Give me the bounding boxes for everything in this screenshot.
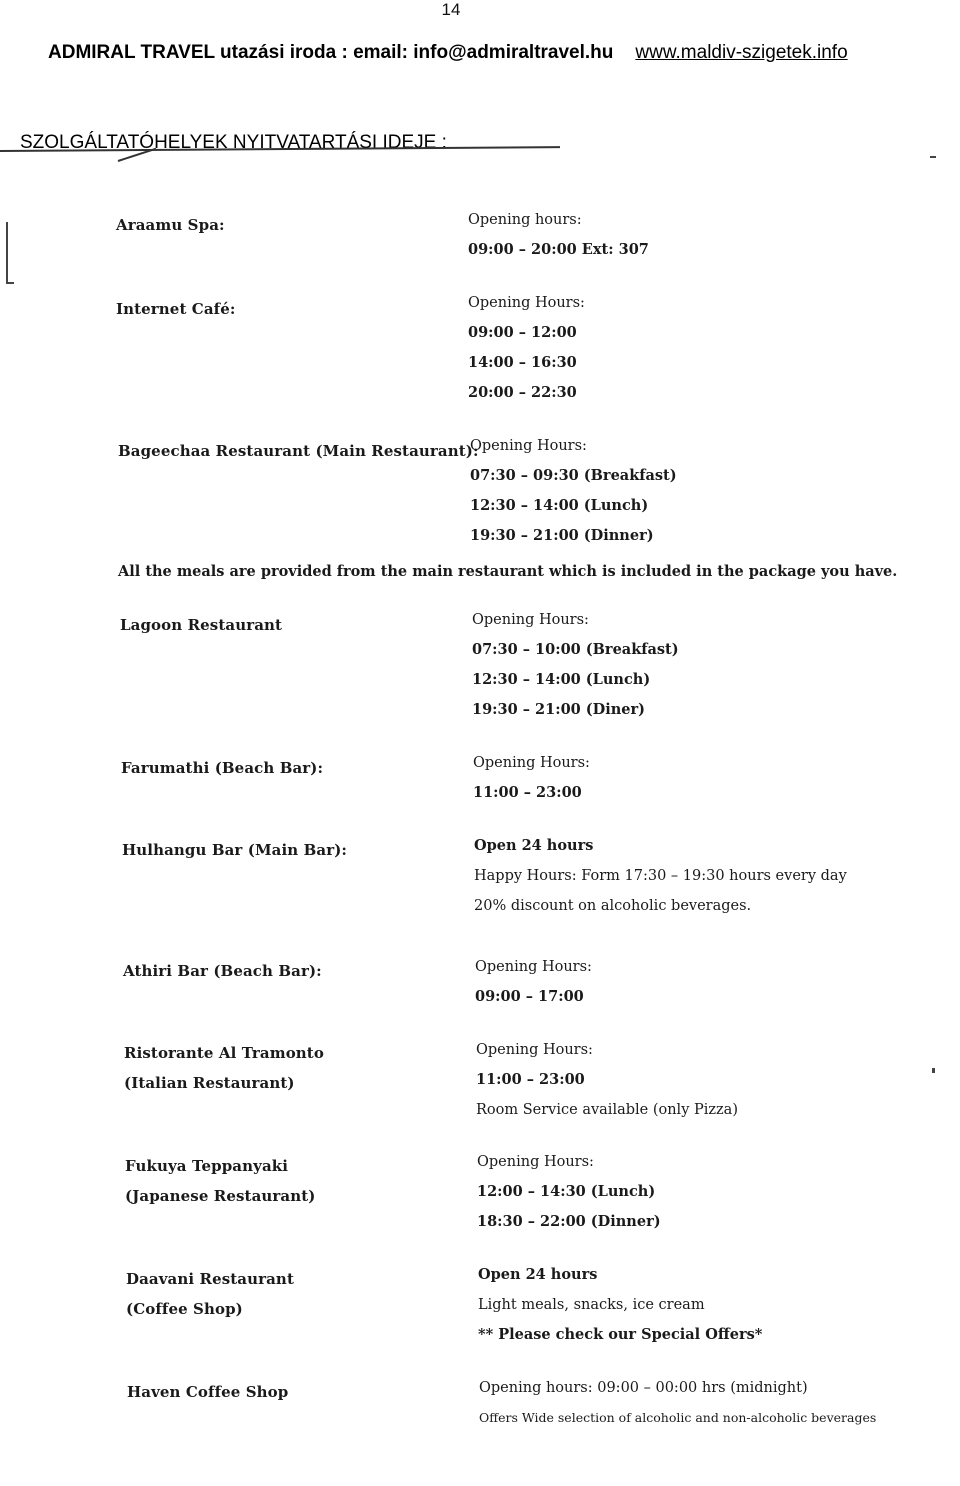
venue-hours: Opening Hours: 09:00 – 17:00	[475, 959, 592, 1005]
venue-name: Daavani Restaurant (Coffee Shop)	[126, 1270, 294, 1318]
page-header	[48, 42, 848, 64]
venue-name: Farumathi (Beach Bar):	[121, 759, 324, 777]
venue-name: Lagoon Restaurant	[120, 616, 283, 634]
venue-hours: Opening Hours: 09:00 – 12:00 14:00 – 16:30 20:00 – 22:30	[468, 295, 585, 401]
venue-hours: Opening hours: 09:00 – 20:00 Ext: 307	[468, 212, 649, 258]
venue-hours: Opening hours: 09:00 – 00:00 hrs (midnight) Offers Wide selection of alcoholic and non-alcoholic beverages	[479, 1380, 877, 1425]
website-link[interactable]: www.maldiv-szigetek.info	[635, 42, 848, 63]
venue-hours: Opening Hours: 12:00 – 14:30 (Lunch) 18:30 – 22:00 (Dinner)	[477, 1154, 661, 1230]
section-title: SZOLGÁLTATÓHELYEK NYITVATARTÁSI IDEJE :	[20, 132, 447, 153]
meals-note: All the meals are provided from the main restaurant which is included in the package you have.	[118, 563, 898, 580]
venue-name: Araamu Spa:	[116, 216, 225, 234]
opening-hours-scan	[0, 190, 960, 1480]
venue-name: Internet Café:	[116, 300, 236, 318]
venue-hours: Opening Hours: 11:00 – 23:00 Room Service available (only Pizza)	[476, 1042, 738, 1118]
venue-hours: Opening Hours: 07:30 – 09:30 (Breakfast) 12:30 – 14:00 (Lunch) 19:30 – 21:00 (Dinner)	[470, 438, 677, 544]
venue-name: Fukuya Teppanyaki (Japanese Restaurant)	[125, 1157, 316, 1205]
venue-name: Haven Coffee Shop	[127, 1383, 289, 1401]
venue-hours: Opening Hours: 11:00 – 23:00	[473, 755, 590, 801]
venue-hours: Opening Hours: 07:30 – 10:00 (Breakfast) 12:30 – 14:00 (Lunch) 19:30 – 21:00 (Diner)	[472, 612, 679, 718]
venue-name: Athiri Bar (Beach Bar):	[123, 962, 322, 980]
venue-name: Hulhangu Bar (Main Bar):	[122, 841, 348, 859]
venue-hours: Open 24 hours Light meals, snacks, ice cream ** Please check our Special Offers*	[478, 1266, 763, 1343]
venue-name: Ristorante Al Tramonto (Italian Restaurant)	[124, 1044, 324, 1092]
venue-name: Bageechaa Restaurant (Main Restaurant):	[118, 442, 479, 460]
page-number: 14	[441, 0, 461, 19]
agency-contact: ADMIRAL TRAVEL utazási iroda : email: info@admiraltravel.hu	[48, 42, 614, 63]
scan-artifact-mark	[930, 156, 936, 158]
venue-hours: Open 24 hours Happy Hours: Form 17:30 – 19:30 hours every day 20% discount on alcoholic beverages.	[474, 837, 847, 914]
